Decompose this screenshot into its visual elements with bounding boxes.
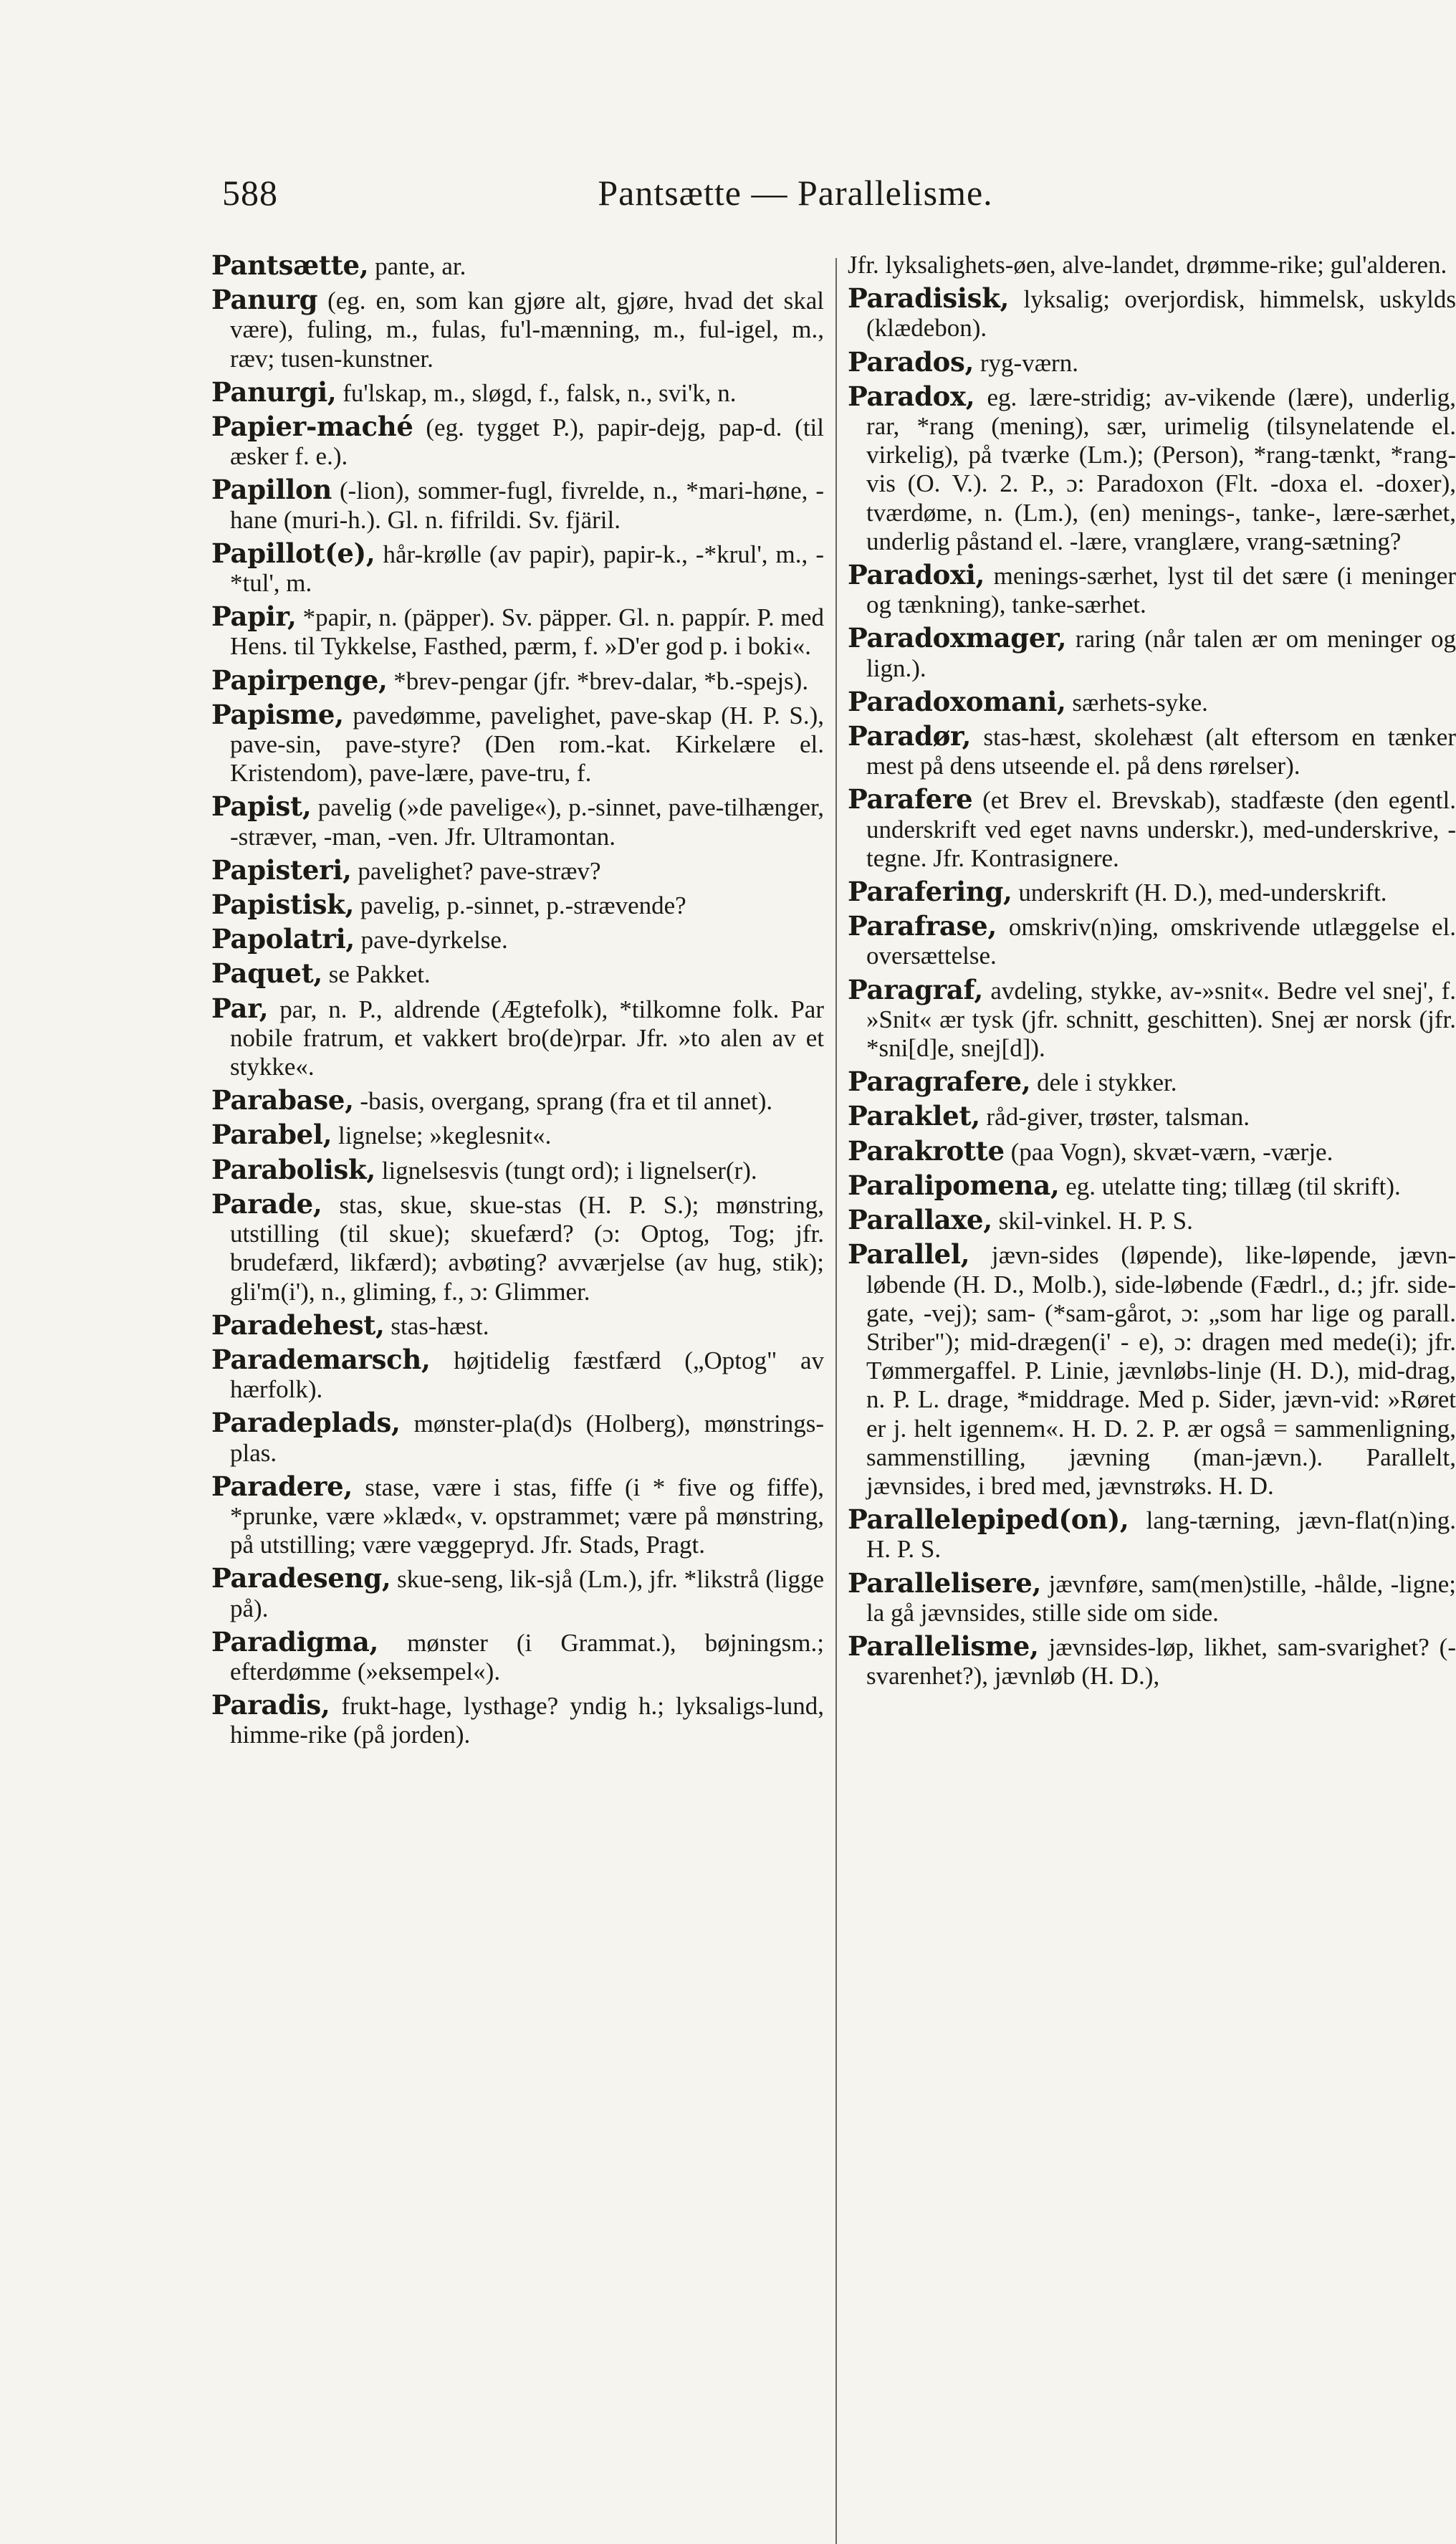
- dictionary-entry: [211, 959, 824, 989]
- entry-definition: -basis, overgang, sprang (fra et til annet).: [360, 1087, 773, 1116]
- entry-headword: Paradigma,: [211, 1625, 379, 1658]
- entry-headword: Paradis,: [211, 1689, 330, 1721]
- dictionary-entry: [848, 1101, 1456, 1132]
- dictionary-entry: [211, 1691, 824, 1749]
- dictionary-entry: [848, 1134, 1456, 1167]
- dictionary-entry: [211, 602, 824, 661]
- entry-definition: pante, ar.: [375, 252, 466, 280]
- entry-definition: (paa Vogn), skvæt-værn, -værje.: [1010, 1137, 1333, 1166]
- entry-definition: eg. lære-stridig; av-vikende (lære), underlig, rar, *rang (mening), sær, urimelig (tilsynelatende el. virkelig), på tværke (Lm.); (Person), *rang-tænkt, *rang-vis (O. V.). 2. P., ɔ: Paradoxon (Flt. -doxa el. -doxer), tværdøme, n. (Lm.), (en) menings-, tanke-, lære-særhet, underlig påstand el. -lære, vranglære, vrang-sætning?: [866, 383, 1456, 555]
- entry-headword: Papisme,: [211, 698, 344, 730]
- dictionary-entry: [211, 1627, 824, 1686]
- dictionary-entry: [848, 1505, 1456, 1564]
- entry-headword: Papier-maché: [211, 411, 413, 443]
- entry-definition: underskrift (H. D.), med-underskrift.: [1018, 879, 1387, 907]
- dictionary-entry: [211, 1408, 824, 1467]
- dictionary-entry: [211, 1311, 824, 1341]
- entry-definition: jævnsides-løp, likhet, sam-svarighet? (-svarenhet?), jævnløb (H. D.),: [866, 1632, 1456, 1691]
- entry-definition: *papir, n. (päpper). Sv. päpper. Gl. n. pappír. P. med Hens. til Tykkelse, Fasthed, pærm, f. »D'er god p. i boki«.: [230, 603, 824, 661]
- entry-definition: *brev-pengar (jfr. *brev-dalar, *b.-spejs).: [393, 666, 809, 695]
- dictionary-entry: [848, 251, 1456, 279]
- entry-headword: Papisteri,: [211, 853, 352, 886]
- entry-definition: (-lion), sommer-fugl, fivrelde, n., *mari-høne, -hane (muri-h.). Gl. n. fifrildi. Sv. fjäril.: [230, 477, 824, 534]
- entry-definition: omskriv(n)ing, omskrivende utlæggelse el. oversættelse.: [866, 913, 1456, 970]
- entry-definition: frukt-hage, lysthage? yndig h.; lyksaligs-lund, himme-rike (på jorden).: [230, 1692, 824, 1749]
- dictionary-entry: [211, 792, 824, 851]
- dictionary-entry: [211, 853, 824, 886]
- dictionary-entry: [211, 1187, 824, 1306]
- entry-headword: Parabase,: [211, 1084, 354, 1116]
- entry-definition: jævn-sides (løpende), like-løpende, jævn-løbende (H. D., Molb.), side-løbende (Fædrl., d.; jfr. side-gate, -vej); sam- (*sam-gårot, ɔ: „som har lige og parall. Striber"); mid-drægen(i' - e), ɔ: dragen med mede(i); jfr. Tømmergaffel. P. Linie, jævnløbs-linje (H. D.), mid-drag, n. P. L. drage, *middrage. Med p. Sider, jævn-vid: »Røret er j. helt igennem«. H. D. 2. P. ær også = sammenligning, sammenstilling, jævning (man-jævn.). Parallelt, jævnsides, i bred med, jævnstrøks. H. D.: [866, 1241, 1456, 1500]
- entry-headword: Pantsætte,: [211, 251, 369, 281]
- dictionary-entry: [211, 1472, 824, 1560]
- entry-definition: (et Brev el. Brevskab), stadfæste (den egentl. underskrift ved eget navns underskr.), med-underskrive, -tegne. Jfr. Kontrasignere.: [866, 786, 1456, 872]
- dictionary-entry: [848, 1205, 1456, 1235]
- dictionary-entry: [211, 251, 824, 281]
- entry-headword: Paralipomena,: [848, 1169, 1060, 1201]
- entry-definition: råd-giver, trøster, talsman.: [986, 1103, 1250, 1132]
- dictionary-entry: [211, 924, 824, 955]
- dictionary-entry: [848, 912, 1456, 970]
- entry-definition: par, n. P., aldrende (Ægtefolk), *tilkomne folk. Par nobile fratrum, et vakkert bro(de)rpar. Jfr. »to alen av et stykke«.: [230, 995, 824, 1081]
- entry-definition: skil-vinkel. H. P. S.: [998, 1207, 1193, 1235]
- right-column: [848, 251, 1456, 2472]
- entry-headword: Papistisk,: [211, 889, 355, 921]
- entry-headword: Paradehest,: [211, 1309, 385, 1341]
- dictionary-entry: [848, 623, 1456, 682]
- entry-definition: skue-seng, lik-sjå (Lm.), jfr. *likstrå (ligge på).: [230, 1565, 824, 1622]
- dictionary-entry: [211, 412, 824, 471]
- entry-definition: Jfr. lyksalighets-øen, alve-landet, drømme-rike; gul'alderen.: [848, 251, 1447, 279]
- entry-definition: lignelsesvis (tungt ord); i lignelser(r).: [381, 1156, 757, 1185]
- entry-definition: særhets-syke.: [1072, 688, 1208, 717]
- dictionary-entry: [211, 539, 824, 598]
- entry-definition: (eg. tygget P.), papir-dejg, pap-d. (til æsker f. e.).: [230, 413, 824, 471]
- dictionary-entry: [848, 1171, 1456, 1201]
- entry-headword: Parafere: [848, 783, 973, 816]
- dictionary-entry: [848, 345, 1456, 378]
- dictionary-entry: [848, 382, 1456, 556]
- entry-headword: Paradoxmager,: [848, 622, 1067, 654]
- entry-definition: pavelig (»de pavelige«), p.-sinnet, pave-tilhænger, -stræver, -man, -ven. Jfr. Ultramontan.: [230, 793, 824, 851]
- page-header: [222, 172, 1225, 229]
- entry-headword: Papirpenge,: [211, 664, 388, 696]
- entry-headword: Parallelisme,: [848, 1630, 1039, 1662]
- dictionary-entry: [848, 1067, 1456, 1097]
- entry-headword: Parallelisere,: [848, 1567, 1042, 1599]
- dictionary-entry: [211, 1155, 824, 1185]
- entry-headword: Parabel,: [211, 1119, 332, 1151]
- dictionary-entry: [211, 378, 824, 408]
- dictionary-entry: [848, 722, 1456, 780]
- entry-headword: Parabolisk,: [211, 1153, 375, 1185]
- entry-headword: Parallaxe,: [848, 1204, 992, 1236]
- dictionary-entry: [848, 877, 1456, 907]
- entry-headword: Papillot(e),: [211, 537, 375, 569]
- dictionary-entry: [848, 975, 1456, 1063]
- entry-definition: lyksalig; overjordisk, himmelsk, uskylds (klædebon).: [866, 285, 1456, 343]
- dictionary-entry: [848, 1632, 1456, 1691]
- entry-definition: mønster-pla(d)s (Holberg), mønstrings-plas.: [230, 1410, 824, 1467]
- dictionary-entry: [848, 687, 1456, 717]
- dictionary-entry: [211, 285, 824, 373]
- entry-definition: mønster (i Grammat.), bøjningsm.; efterdømme (»eksempel«).: [230, 1628, 824, 1685]
- dictionary-entry: [848, 1240, 1456, 1501]
- dictionary-entry: [848, 785, 1456, 873]
- entry-definition: menings-særhet, lyst til det sære (i meninger og tænkning), tanke-særhet.: [866, 562, 1456, 619]
- entry-definition: eg. utelatte ting; tillæg (til skrift).: [1065, 1172, 1401, 1200]
- entry-headword: Paradeseng,: [211, 1562, 391, 1594]
- entry-definition: dele i stykker.: [1037, 1068, 1177, 1097]
- dictionary-entry: [211, 1120, 824, 1150]
- entry-definition: ryg-værn.: [980, 348, 1078, 377]
- entry-definition: pavelig, p.-sinnet, p.-strævende?: [360, 891, 686, 920]
- entry-headword: Paradør,: [848, 720, 972, 752]
- dictionary-entry: [211, 666, 824, 696]
- entry-headword: Papir,: [211, 601, 297, 633]
- entry-headword: Paragraf,: [848, 973, 983, 1005]
- entry-definition: stas-hæst.: [391, 1311, 489, 1340]
- dictionary-entry: [848, 560, 1456, 619]
- entry-definition: højtidelig fæstfærd („Optog" av hærfolk).: [230, 1346, 824, 1404]
- entry-headword: Parallelepiped(on),: [848, 1503, 1129, 1536]
- entry-definition: raring (når talen ær om meninger og lign.).: [866, 625, 1456, 682]
- entry-definition: jævnføre, sam(men)stille, -hålde, -ligne; la gå jævnsides, stille side om side.: [866, 1569, 1456, 1627]
- column-divider: [835, 258, 837, 2544]
- entry-headword: Parakrotte: [848, 1134, 1005, 1167]
- left-column: [211, 251, 824, 2472]
- dictionary-entry: [848, 1569, 1456, 1627]
- entry-headword: Paradisisk,: [848, 282, 1010, 315]
- entry-definition: lignelse; »keglesnit«.: [337, 1122, 552, 1150]
- entry-headword: Parafering,: [848, 876, 1012, 908]
- entry-headword: Parallel,: [848, 1238, 970, 1271]
- entry-headword: Paragrafere,: [848, 1066, 1031, 1098]
- entry-definition: pave-dyrkelse.: [360, 926, 508, 955]
- entry-headword: Paraklet,: [848, 1100, 980, 1132]
- dictionary-entry: [211, 475, 824, 534]
- entry-definition: fu'lskap, m., sløgd, f., falsk, n., svi'k, n.: [343, 378, 737, 407]
- entry-headword: Papolatri,: [211, 923, 355, 955]
- entry-headword: Panurg: [211, 284, 318, 316]
- entry-headword: Parade,: [211, 1187, 322, 1220]
- entry-headword: Panurgi,: [211, 376, 337, 408]
- dictionary-entry: [848, 284, 1456, 343]
- entry-headword: Papist,: [211, 790, 312, 823]
- dictionary-entry: [211, 700, 824, 788]
- entry-definition: pavedømme, pavelighet, pave-skap (H. P. S.), pave-sin, pave-styre? (Den rom.-kat. Kirkelære el. Kristendom), pave-lære, pave-tru, f.: [230, 701, 824, 788]
- dictionary-entry: [211, 1086, 824, 1116]
- entry-headword: Par,: [211, 992, 269, 1024]
- entry-headword: Parafrase,: [848, 910, 997, 942]
- entry-definition: hår-krølle (av papir), papir-k., -*krul', m., -*tul', m.: [230, 540, 824, 598]
- entry-definition: stas, skue, skue-stas (H. P. S.); mønstring, utstilling (til skue); skuefærd? (ɔ: Optog, Tog; jfr. brudefærd, likfærd); avbøting? avværjelse (av hug, stik); gli'm(i'), n., gliming, f., ɔ: Glimmer.: [230, 1190, 824, 1306]
- entry-headword: Paquet,: [211, 957, 322, 990]
- entry-headword: Paradere,: [211, 1470, 353, 1502]
- entry-definition: stas-hæst, skolehæst (alt eftersom en tænker mest på dens utseende el. på dens rørelser).: [866, 723, 1456, 780]
- entry-definition: avdeling, stykke, av-»snit«. Bedre vel snej', f. »Snit« ær tysk (jfr. schnitt, geschitten). Snej ær norsk (jfr. *sni[d]e, snej[d]).: [866, 976, 1456, 1063]
- entry-definition: lang-tærning, jævn-flat(n)ing. H. P. S.: [866, 1506, 1456, 1564]
- dictionary-entry: [211, 890, 824, 920]
- entry-definition: stase, være i stas, fiffe (i * five og fiffe), *prunke, være »klæd«, v. opstrammet; være på mønstring, på utstilling; være væggepryd. Jfr. Stads, Pragt.: [230, 1473, 824, 1559]
- entry-headword: Paradoxomani,: [848, 685, 1066, 717]
- entry-headword: Parademarsch,: [211, 1343, 431, 1375]
- dictionary-entry: [211, 1564, 824, 1622]
- entry-headword: Parados,: [848, 345, 974, 378]
- running-head: Pantsætte — Parallelisme.: [598, 173, 993, 213]
- entry-headword: Papillon: [211, 474, 332, 506]
- entry-definition: se Pakket.: [328, 960, 431, 989]
- entry-headword: Paradeplads,: [211, 1407, 401, 1439]
- dictionary-entry: [211, 994, 824, 1082]
- entry-definition: pavelighet? pave-stræv?: [358, 856, 601, 885]
- entry-headword: Paradox,: [848, 380, 975, 412]
- entry-headword: Paradoxi,: [848, 559, 985, 591]
- entry-definition: (eg. en, som kan gjøre alt, gjøre, hvad det skal være), fuling, m., fulas, fu'l-mænning, m., ful-igel, m., ræv; tusen-kunstner.: [230, 287, 824, 373]
- page-number: 588: [222, 173, 278, 213]
- dictionary-entry: [211, 1345, 824, 1404]
